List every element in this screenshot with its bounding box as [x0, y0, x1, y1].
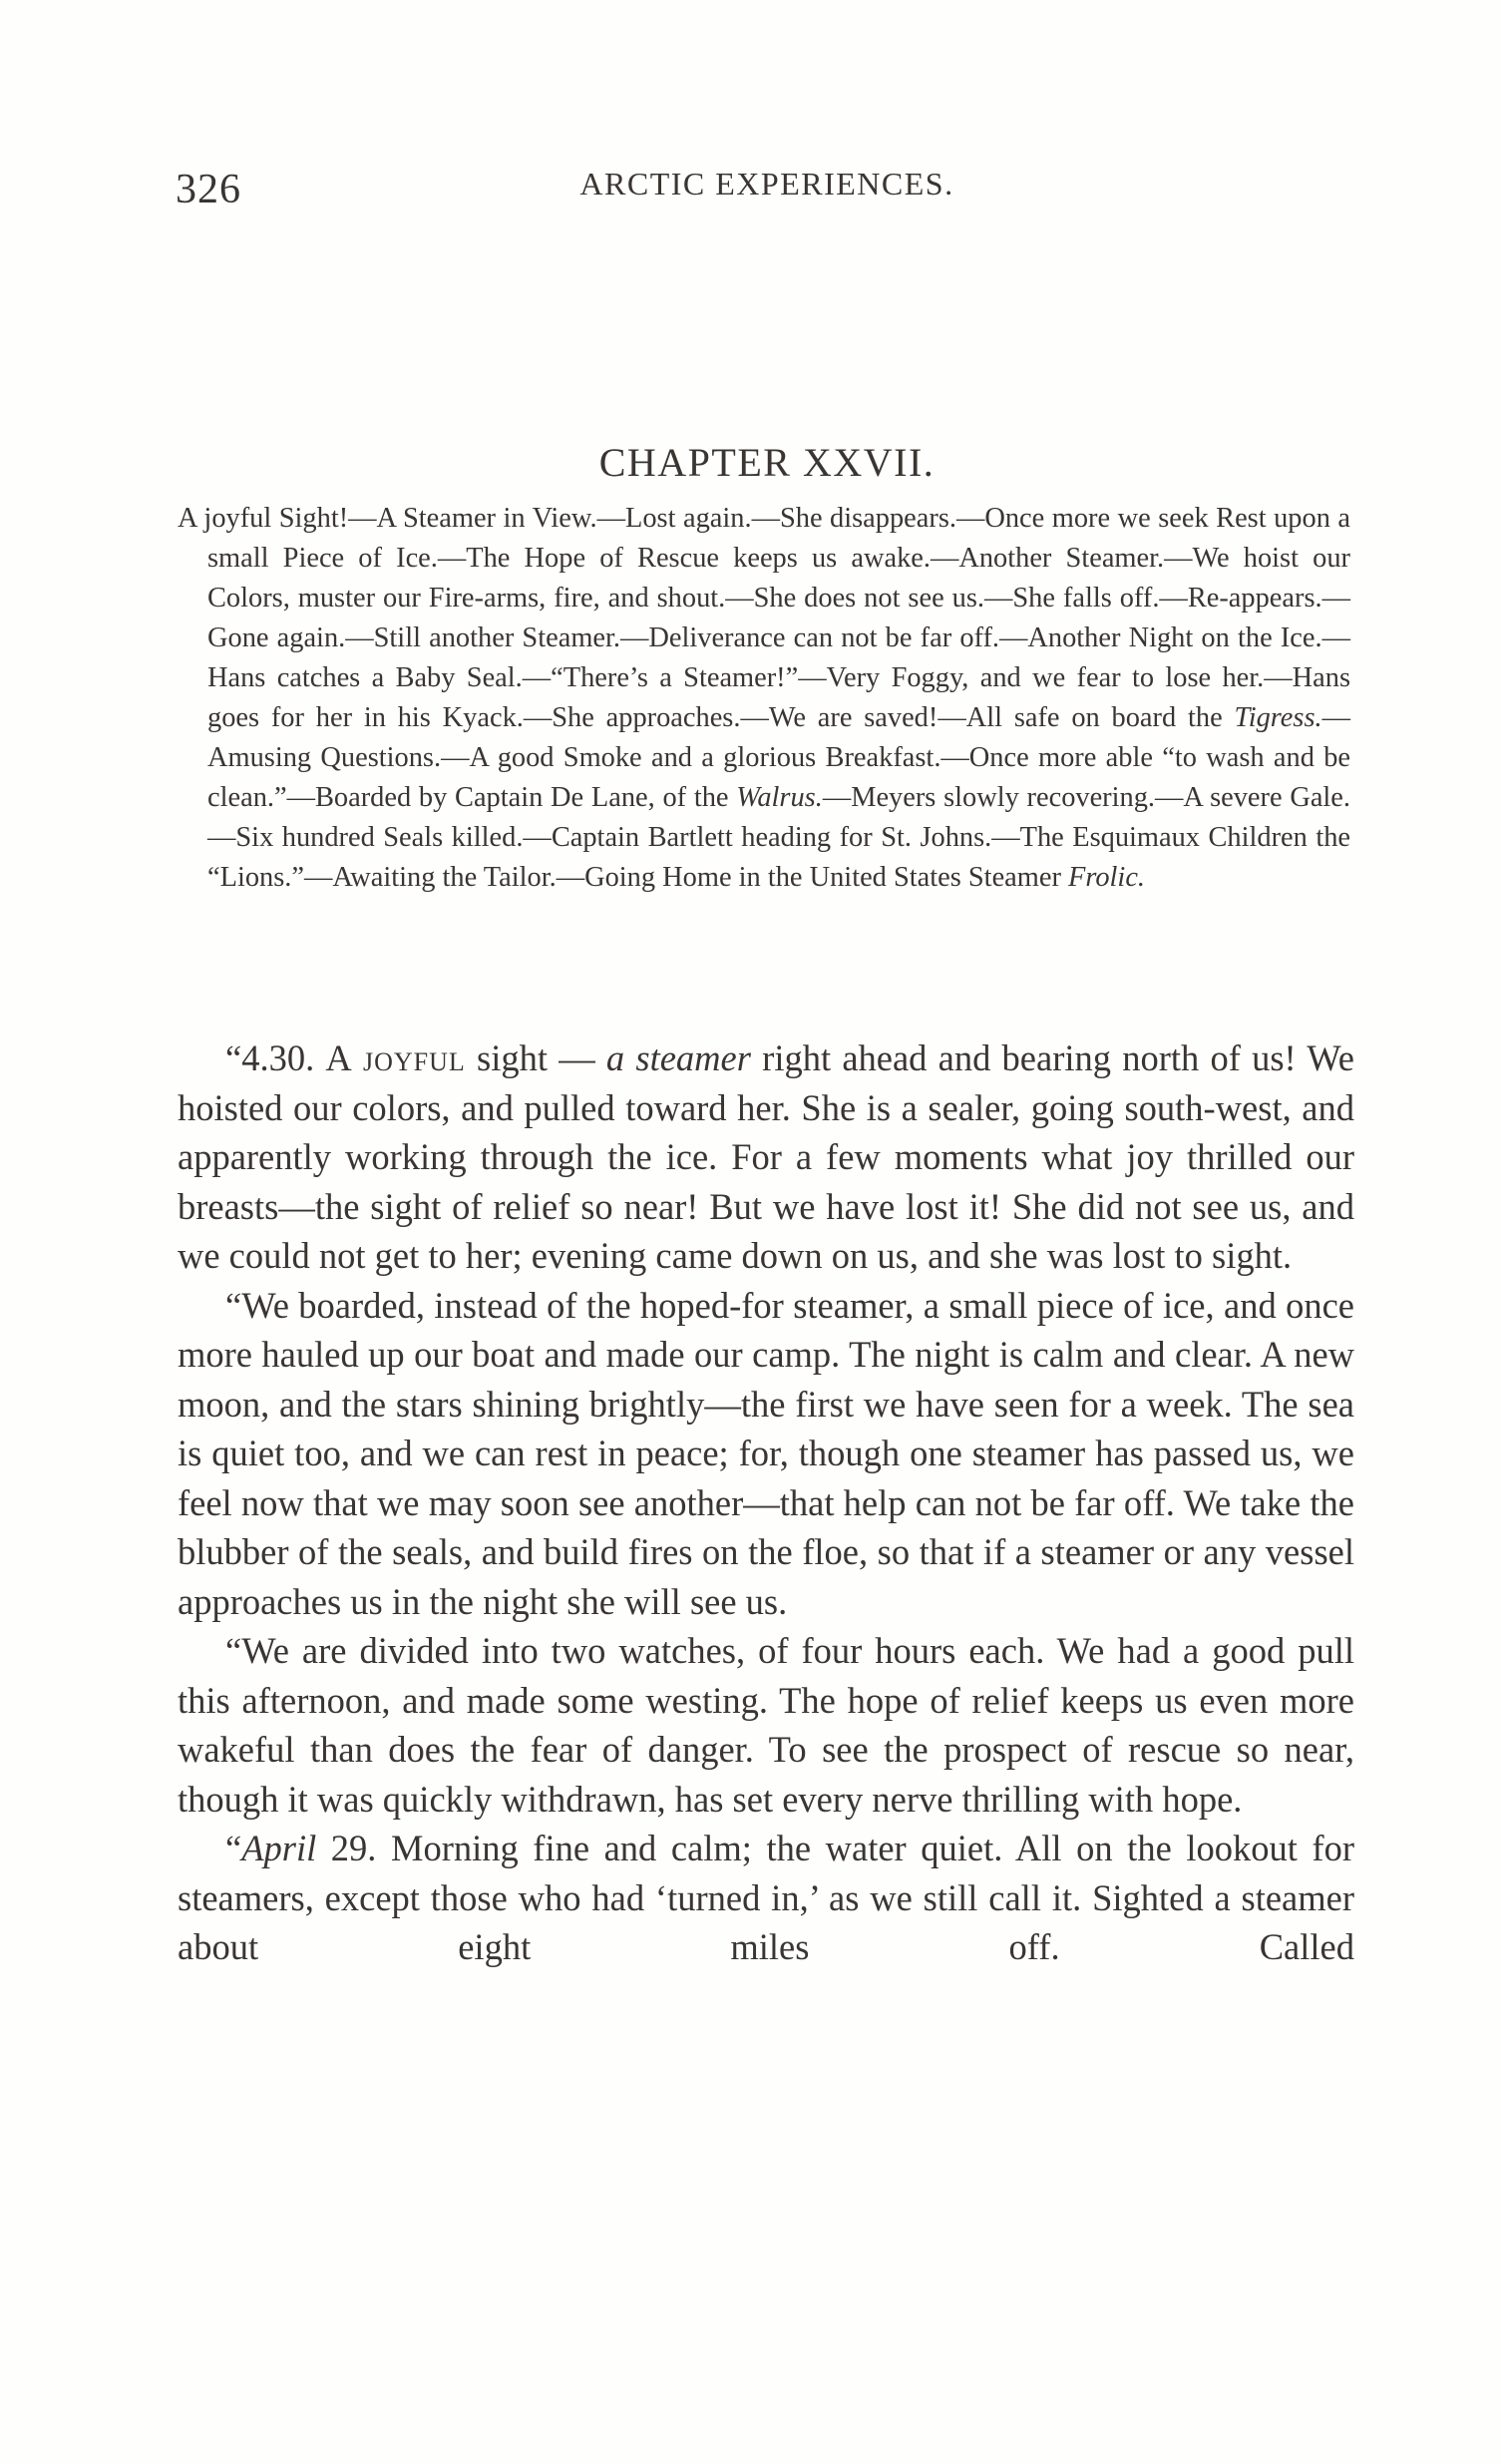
body-text [178, 1033, 1354, 1972]
p4-italic: April [241, 1828, 317, 1868]
p4-open: “ [225, 1828, 242, 1868]
p1-rest: right ahead and bearing north of us! We hoisted our colors, and pulled toward her. She is a sealer, going south-west, and apparently working through the ice. For a few moments what joy thrilled our breasts—the sight of relief so near! But we have lost it! She did not see us, and we could not get to her; evening came down on us, and she was lost to sight. [178, 1037, 1354, 1276]
paragraph-1 [178, 1033, 1354, 1281]
p4-rest: 29. Morning fine and calm; the water quiet. All on the lookout for steamers, except those who had ‘turned in,’ as we still call it. Sighted a steamer about eight miles off. Called [178, 1828, 1354, 1967]
p1-open: “4.30. [225, 1037, 326, 1078]
summary-text-1: A joyful Sight!—A Steamer in View.—Lost again.—She disappears.—Once more we seek Rest upon a small Piece of Ice.—The Hope of Rescue keeps us awake.—Another Steamer.—We hoist our Colors, muster our Fire-arms, fire, and shout.—She does not see us.—She falls off.—Re-appears.—Gone again.—Still another Steamer.—Deliverance can not be far off.—Another Night on the Ice.—Hans catches a Baby Seal.—“There’s a Steamer!”—Very Foggy, and we fear to lose her.—Hans goes for her in his Kyack.—She approaches.—We are saved!—All safe on board the [178, 503, 1350, 733]
running-head [176, 158, 1358, 217]
p1-mid: sight — [465, 1037, 606, 1078]
summary-text-2: —Amusing Questions.—A good Smoke and a glorious Breakfast.—Once more able “to wash and be clean.”—Boarded by Captain De Lane, of the [207, 702, 1350, 813]
page-number: 326 [176, 167, 241, 212]
chapter-title: CHAPTER XXVII. [598, 440, 936, 485]
p1-italic: a steamer [605, 1037, 751, 1078]
ship-name-tigress: Tigress. [1234, 702, 1322, 733]
ship-name-walrus: Walrus. [736, 782, 823, 813]
ship-name-frolic: Frolic. [1068, 862, 1146, 893]
summary-text-3: —Meyers slowly recovering.—A severe Gale.—Six hundred Seals killed.—Captain Bartlett heading for St. Johns.—The Esquimaux Children the “Lions.”—Awaiting the Tailor.—Going Home in the United States Steamer [207, 782, 1351, 893]
paragraph-3: “We are divided into two watches, of four hours each. We had a good pull this afternoon, and made some westing. The hope of relief keeps us even more wakeful than does the fear of danger. To see the prospect of rescue so near, though it was quickly withdrawn, has set every nerve thrilling with hope. [178, 1630, 1354, 1820]
paragraph-2: “We boarded, instead of the hoped-for steamer, a small piece of ice, and once more hauled up our boat and made our camp. The night is calm and clear. A new moon, and the stars shining brightly—the first we have seen for a week. The sea is quiet too, and we can rest in peace; for, though one steamer has passed us, we feel now that we may soon see another—that help can not be far off. We take the blubber of the seals, and build fires on the floe, so that if a steamer or any vessel approaches us in the night she will see us. [178, 1284, 1354, 1622]
running-title: ARCTIC EXPERIENCES. [579, 166, 954, 202]
p1-smallcaps: A joyful [325, 1037, 466, 1078]
chapter-summary [178, 499, 1350, 898]
paragraph-4 [178, 1824, 1354, 1972]
